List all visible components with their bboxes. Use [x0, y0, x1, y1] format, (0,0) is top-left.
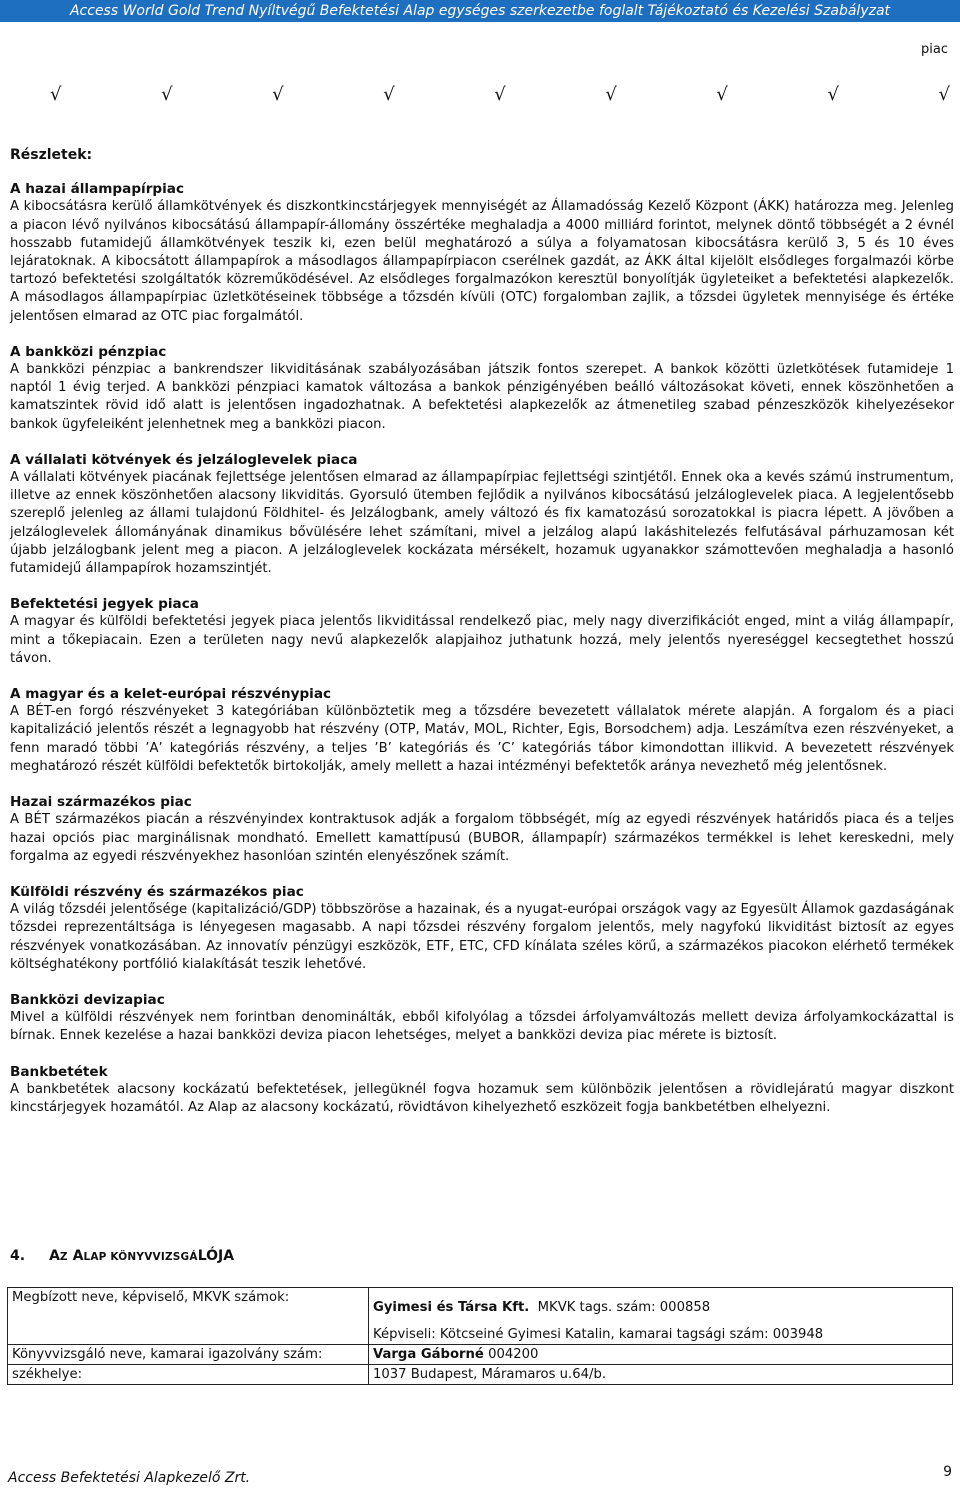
- section-text: A kibocsátásra kerülő államkötvények és diszkontkincstárjegyek mennyiségét az Államadósság Kezelő Központ (ÁKK) határozza meg. Jelenleg a piacon lévő nyilvános kibocsátású állampapír-állomány összértéke meghaladja a 4000 milliárd forintot, melynek döntő többségét a 2 évnél hosszabb futamidejű államkötvények teszik ki, ezen belül meghatározó a súlya a folyamatosan kibocsátásra kerülő 3, 5 és 10 éves lejáratoknak. A kibocsátott állampapírok a másodlagos állampapírpiacon cserélnek gazdát, az ÁKK által kijelölt elsődleges forgalmazói körbe tartozó befektetési szolgáltatók közreműködésével. Az elsődleges forgalmazókon keresztül bonyolítják ügyleteiket a befektetési alapkezelők. A másodlagos állampapírpiac üzletkötéseinek többsége a tőzsdén kívüli (OTC) forgalomban zajlik, a tőzsdei ügyletek mennyisége és értéke jelentősen elmarad az OTC piac forgalmától.: [10, 199, 954, 324]
- auditor-label-cell: Megbízott neve, képviselő, MKVK számok:: [8, 1288, 369, 1345]
- section-equity-market: [10, 685, 954, 776]
- chapter-title-cap: A: [49, 1248, 60, 1264]
- section-investment-funds: [10, 595, 954, 668]
- table-row: [8, 1345, 953, 1365]
- section-text: A BÉT származékos piacán a részvényindex kontraktusok adják a forgalom többségét, míg az egyedi részvények határidős piaca és a teljes hazai opciós piac marginálisnak mondható. Emellett kamattípusú (BUBOR, állampapír) származékos termékkel is lehet kereskedni, mely forgalma az egyedi részvényekhez hasonlóan szintén elenyészőnek számít.: [10, 812, 954, 864]
- section-title: Bankközi devizapiac: [10, 991, 165, 1008]
- checkmark: √: [938, 84, 950, 105]
- section-text: A magyar és külföldi befektetési jegyek piaca jelentős likviditással rendelkező piac, mely nagy diverzifikációt enged, mint a világ állampapír, mint a tőkepiacain. Ezen a területen nagy nevű alapkezelők alapjaihoz juthatunk hozzá, mely jelentős nyereséggel kecsegtethet hosszú távon.: [10, 614, 954, 666]
- auditor-label-cell: Könyvvizsgáló neve, kamarai igazolvány szám:: [8, 1345, 369, 1365]
- section-fx-market: [10, 991, 954, 1046]
- checkmark: √: [50, 84, 62, 105]
- checkmark: √: [605, 84, 617, 105]
- section-title: A vállalati kötvények és jelzáloglevelek piaca: [10, 451, 358, 468]
- checkmark: √: [161, 84, 173, 105]
- auditor-name: Varga Gáborné: [373, 1347, 484, 1362]
- section-text: Mivel a külföldi részvények nem forintban denominálták, ebből kifolyólag a tőzsdei árfolyamváltozás mellett deviza árfolyamkockázattal is bírnak. Ennek kezelése a hazai bankközi deviza piacon lehetséges, melyet a bankközi deviza piac mérete is biztosít.: [10, 1010, 954, 1044]
- checkmark: √: [494, 84, 506, 105]
- section-corporate-bonds: [10, 451, 954, 578]
- checkmark: √: [272, 84, 284, 105]
- checkmark: √: [383, 84, 395, 105]
- section-bank-deposits: [10, 1063, 954, 1118]
- page-number: 9: [943, 1464, 952, 1480]
- chapter-title-smallcaps: Z: [59, 1251, 68, 1263]
- section-title: Befektetési jegyek piaca: [10, 596, 199, 613]
- section-title: A hazai állampapírpiac: [10, 181, 185, 198]
- section-interbank-money-market: [10, 343, 954, 434]
- chapter-title-smallcaps: LAP KÖNYVVIZSGÁ: [83, 1251, 198, 1263]
- document-header: Access World Gold Trend Nyíltvégű Befektetési Alap egységes szerkezetbe foglalt Tájékoztató és Kezelési Szabályzat: [0, 0, 960, 22]
- carryover-word: piac: [921, 42, 948, 57]
- chapter-heading: [10, 1248, 234, 1264]
- section-text: A világ tőzsdéi jelentősége (kapitalizáció/GDP) többszöröse a hazainak, és a nyugat-európai országok vagy az Egyesült Államok gazdaságának tőzsdei reprezentáltsága is lényegesen magasabb. A napi tőzsdei részvény forgalom jelentős, mely nagyfokú likviditást biztosít az egyes részvények vonatkozásában. Az innovatív pénzügyi eszközök, ETF, ETC, CFD kínálata széles körű, a származékos piacokon elérhető termékek költséghatékony portfólió kialakítását teszik lehetővé.: [10, 902, 954, 972]
- representative-line: Képviseli: Kötcseiné Gyimesi Katalin, kamarai tagsági szám: 003948: [373, 1327, 824, 1342]
- section-title: Bankbetétek: [10, 1063, 108, 1080]
- table-row: [8, 1365, 953, 1385]
- chapter-title-tail: LÓJA: [197, 1248, 235, 1264]
- details-heading: Részletek:: [10, 147, 93, 163]
- section-title: Hazai származékos piac: [10, 794, 192, 811]
- auditor-address-cell: 1037 Budapest, Máramaros u.64/b.: [369, 1365, 953, 1385]
- section-title: Külföldi részvény és származékos piac: [10, 883, 304, 900]
- section-text: A vállalati kötvények piacának fejlettsége jelentősen elmarad az állampapírpiac fejlettségi szintjétől. Ennek oka a kevés számú instrumentum, illetve az ennek köszönhetően alacsony likviditás. Gyorsuló ütemben fejlődik a nyilvános kibocsátású jelzáloglevelek piaca. A legjelentősebb szereplő jelenleg az állami tulajdonú Földhitel- és Jelzálogbank, amely változó és fix kamatozású sorozatokkal is piacra lépett. A jövőben a jelzáloglevelek állományának dinamikus bővülésére lehet számítani, mivel a jelzálog alapú lakáshitelezés felfutásával párhuzamosan két újabb jelzálogbank jelent meg a piacon. A jelzáloglevelek kockázata mérsékelt, hozamuk ugyanakkor számottevően meghaladja a hasonló futamidejű állampapírok hozamszintjét.: [10, 470, 954, 577]
- section-text: A bankközi pénzpiac a bankrendszer likviditásának szabályozásában játszik fontos szerepet. A bankok közötti üzletkötések futamideje 1 naptól 1 évig terjed. A bankközi pénzpiaci kamatok változása a bankok pénzigényében beálló változásokat követi, ennek köszönhetően a kamatszintek rövid idő alatt is jelentősen ingadozhatnak. A befektetési alapkezelők az átmenetileg szabad pénzeszközök kihelyezésekor bankok ügyfeleiként jelenhetnek meg a bankközi piacon.: [10, 362, 954, 432]
- chapter-title-cap: A: [72, 1248, 84, 1264]
- section-government-bonds: [10, 180, 954, 326]
- footer-company: Access Befektetési Alapkezelő Zrt.: [8, 1470, 251, 1486]
- section-title: A magyar és a kelet-európai részvénypiac: [10, 686, 332, 703]
- checkmark: √: [716, 84, 728, 105]
- auditor-table: [7, 1287, 953, 1385]
- auditor-label-cell: székhelye:: [8, 1365, 369, 1385]
- section-domestic-derivatives: [10, 793, 954, 866]
- firm-membership: MKVK tags. szám: 000858: [537, 1300, 711, 1315]
- checkmark: √: [827, 84, 839, 105]
- auditor-number: 004200: [488, 1347, 539, 1362]
- auditor-name-cell: [369, 1345, 953, 1365]
- section-title: A bankközi pénzpiac: [10, 343, 167, 360]
- auditor-firm-cell: [369, 1288, 953, 1345]
- section-text: A BÉT-en forgó részvényeket 3 kategóriában különböztetik meg a tőzsdére bevezetett vállalatok mérete alapján. A forgalom és a piaci kapitalizáció jelentős részét a legnagyobb hat részvény (OTP, Matáv, MOL, Richter, Egis, Borsodchem) adja. Leszámítva ezen részvényeket, a fenn maradó többi ’A’ kategóriás részvény, a teljes ’B’ kategóriás és ’C’ kategóriás tábor kimondottan illikvid. A bevezetett részvények meghatározó részét külföldi befektetők birtokolják, amely mellett a hazai intézményi befektetők aránya nevezhető még jelentősnek.: [10, 704, 954, 774]
- firm-line: [373, 1300, 948, 1315]
- firm-name: Gyimesi és Társa Kft.: [373, 1300, 530, 1315]
- table-row: [8, 1288, 953, 1345]
- document-body: [10, 146, 954, 1134]
- chapter-number: 4.: [10, 1248, 26, 1264]
- checkmark-row: [50, 84, 950, 105]
- section-text: A bankbetétek alacsony kockázatú befektetések, jellegüknél fogva hozamuk sem különbözik jelentősen a rövidlejáratú magyar diszkont kincstárjegyek hozamától. Az Alap az alacsony kockázatú, rövidtávon kihelyezhető eszközeit fogja bankbetétben elhelyezni.: [10, 1081, 954, 1115]
- section-foreign-equity: [10, 883, 954, 974]
